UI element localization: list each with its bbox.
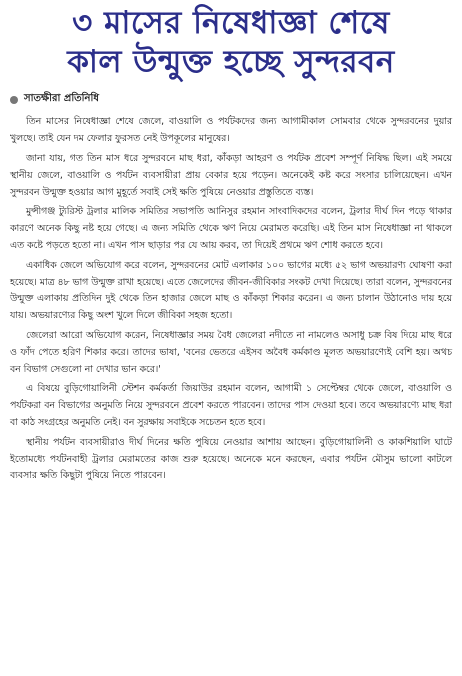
paragraph: স্থানীয় পর্যটন ব্যবসায়ীরাও দীর্ঘ দিনের ক্ষতি পুষিয়ে নেওয়ার আশায় আছেন। বুড়িগোয়ালিনী ও কাকশিয়ালি ঘাটে ইতোমধ্যে পর্যটনবাহী ট্রলার মেরামতের কাজ শুরু হয়েছে। অনেকে মনে করছেন, এবার পর্যটন মৌসুম ভালো কাটলে ব্যবসার ক্ষতি কিছুটা পুষিয়ে নিতে পারবেন। xyxy=(10,436,452,482)
headline xyxy=(10,6,452,79)
paragraph: এ বিষয়ে বুড়িগোয়ালিনী স্টেশন কর্মকর্তা জিয়াউর রহমান বলেন, আগামী ১ সেপ্টেম্বর থেকে জেলে, বাওয়ালি ও পর্যটকরা বন বিভাগের অনুমতি নিয়ে সুন্দরবনে প্রবেশ করতে পারবেন। তাদের পাস দেওয়া হবে। তবে অভয়ারণ্যে মাছ ধরা বা কাঠ সংগ্রহের অনুমতি নেই। বন সুরক্ষায় সবাইকে সচেতন হতে হবে। xyxy=(10,383,452,428)
headline-line-2: কাল উন্মুক্ত হচ্ছে সুন্দরবন xyxy=(67,43,395,80)
bullet-icon xyxy=(10,96,18,104)
paragraph: মুন্সীগঞ্জ ট্যুরিস্ট ট্রলার মালিক সমিতির সভাপতি আনিসুর রহমান সাংবাদিকদের বলেন, ট্রলার দীর্ঘ দিন পড়ে থাকার কারণে অনেক কিছু নষ্ট হয়ে গেছে। এ জন্য সমিতি থেকে ঋণ নিয়ে মেরামত করেছি। এই তিন মাস নিষেধাজ্ঞা না থাকলে এত কষ্টে পড়তে হতো না। এখন পাস ছাড়ার পর যে আয় করব, তা দিয়েই প্রথমে ঋণ শোধ করতে হবে। xyxy=(10,206,452,252)
paragraph: তিন মাসের নিষেধাজ্ঞা শেষে জেলে, বাওয়ালি ও পর্যটকদের জন্য আগামীকাল সোমবার থেকে সুন্দরবনের দুয়ার খুলছে। তাই যেন দম ফেলার ফুরসত নেই উপকূলের মানুষের। xyxy=(10,116,452,145)
article-body xyxy=(10,114,452,485)
paragraph: একাধিক জেলে অভিযোগ করে বলেন, সুন্দরবনের মোট এলাকার ১০০ ভাগের মধ্যে ৫২ ভাগ অভয়ারণ্য ঘোষণা করা হয়েছে। মাত্র ৪৮ ভাগ উন্মুক্ত রাখা হয়েছে। এতে জেলেদের জীবন-জীবিকার সংকট দেখা দিয়েছে। তারা বলেন, সুন্দরবনের উন্মুক্ত এলাকায় প্রতিদিন দুই থেকে তিন হাজার জেলে মাছ ও কাঁকড়া শিকার করেন। এ জন্য চালান উঠানোও দায় হয়ে যায়। অভয়ারণ্যের কিছু অংশ খুলে দিলে জীবিকা সহজ হতো। xyxy=(10,259,452,322)
paragraph: জানা যায়, গত তিন মাস ধরে সুন্দরবনে মাছ ধরা, কাঁকড়া আহরণ ও পর্যটক প্রবেশ সম্পূর্ণ নিষিদ্ধ ছিল। এই সময়ে স্থানীয় জেলে, বাওয়ালি ও পর্যটন ব্যবসায়ীরা প্রায় বেকার হয়ে পড়েন। অনেকেই কষ্ট করে সংসার চালিয়েছেন। এখন সুন্দরবন উন্মুক্ত হওয়ার আগ মুহূর্তে সবাই সেই ক্ষতি পুষিয়ে নেওয়ার প্রস্তুতিতে ব্যস্ত। xyxy=(10,153,452,198)
byline-text: সাতক্ষীরা প্রতিনিধি xyxy=(24,93,99,105)
paragraph: জেলেরা আরো অভিযোগ করেন, নিষেধাজ্ঞার সময় বৈধ জেলেরা নদীতে না নামলেও অসাধু চক্র বিষ দিয়ে মাছ ধরে ও ফাঁদ পেতে হরিণ শিকার করে। তাদের ভাষা, 'বনের ভেতরে এইসব অবৈধ কর্মকাণ্ড মূলত অভয়ারণ্যেই বেশি হয়। অথচ বন বিভাগ সেগুলো না দেখার ভান করে।' xyxy=(10,330,452,375)
headline-line-1: ৩ মাসের নিষেধাজ্ঞা শেষে xyxy=(72,5,390,41)
byline xyxy=(10,91,452,108)
